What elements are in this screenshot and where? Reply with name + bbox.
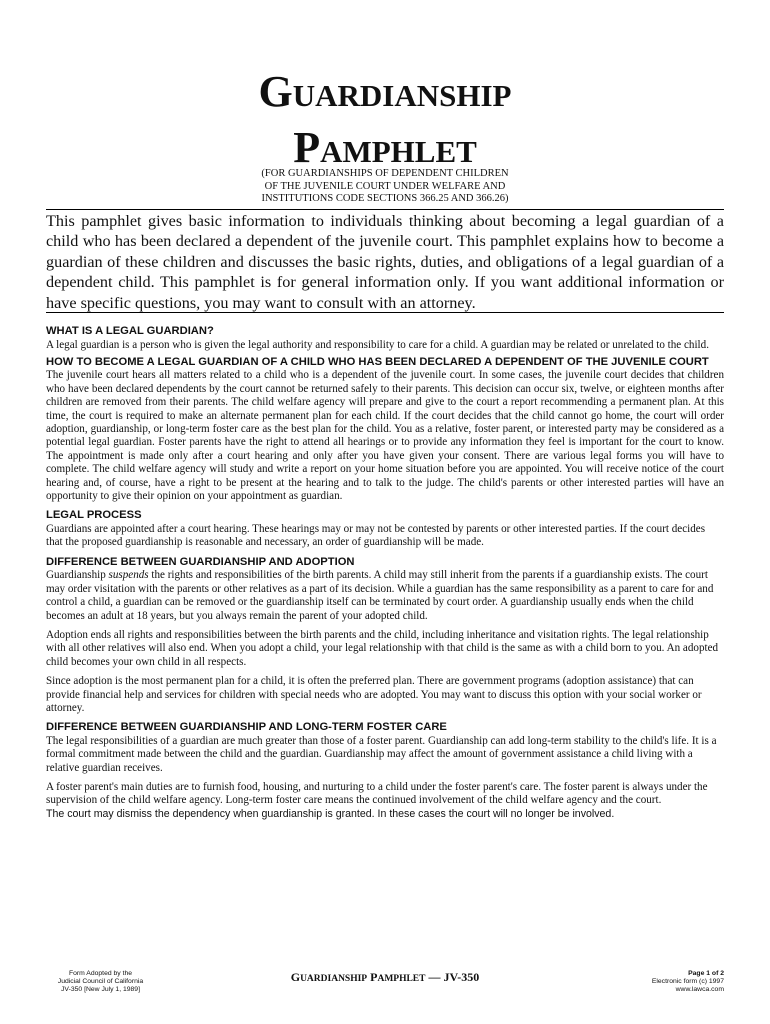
section-guardianship-vs-foster-care	[46, 721, 724, 821]
title-line-1: GUARDIANSHIP	[258, 67, 512, 116]
footer-adoption-info: Form Adopted by the Judicial Council of California JV-350 [New July 1, 1989]	[57, 970, 144, 993]
intro-paragraph: This pamphlet gives basic information to individuals thinking about becoming a legal guardian of a child who has been declared a dependent of the juvenile court. This pamphlet explains how to become a guardian of these children and discusses the basic rights, duties, and obligations of a legal guardian of a dependent child. This pamphlet is for general information only. If you want additional information or have specific questions, you may want to consult with an attorney.	[46, 212, 724, 312]
document-page	[46, 0, 724, 1024]
section-text: Since adoption is the most permanent plan for a child, it is often the preferred plan. There are government programs (adoption assistance) that can provide financial help and services for children with special needs who are adopted. You may want to discuss this option with your social worker or attorney.	[46, 675, 702, 714]
document-subtitle: (FOR GUARDIANSHIPS OF DEPENDENT CHILDREN OF THE JUVENILE COURT UNDER WELFARE AND INSTITUTIONS CODE SECTIONS 366.25 AND 366.26)	[261, 168, 509, 204]
section-legal-guardian	[46, 325, 724, 352]
document-body	[46, 325, 724, 821]
section-how-to-become	[46, 356, 724, 504]
intro-bottom-rule	[46, 312, 724, 313]
footer-form-title: GUARDIANSHIP PAMPHLET — JV-350	[290, 970, 480, 984]
section-text: The court may dismiss the dependency when guardianship is granted. In these cases the court will no longer be involved.	[46, 807, 615, 820]
section-heading: HOW TO BECOME A LEGAL GUARDIAN OF A CHILD WHO HAS BEEN DECLARED A DEPENDENT OF THE JUVENILE COURT	[46, 355, 709, 368]
section-text: The legal responsibilities of a guardian are much greater than those of a foster parent. Guardianship can add long-term stability to the child's life. It is a formal commitment made between the child and the guardian. Guardianship may affect the amount of government assistance a child living with a relative guardian receives.	[46, 734, 717, 774]
section-text: A foster parent's main duties are to furnish food, housing, and nurturing to a child under the foster parent's care. The foster parent is always under the supervision of the child welfare agency. Long-term foster care means the continued involvement of the child welfare agency and the court.	[46, 781, 708, 807]
section-text: Guardianship suspends the rights and responsibilities of the birth parents. A child may still inherit from the parents if a guardianship exists. The court may order visitation with the parents or other relatives as a part of its decision. While a guardian has the same responsibility as a parent to care for and control a child, a guardian can be removed or the guardianship itself can be terminated by court order. A guardianship usually ends when the child becomes an adult at 18 years, but you always remain the parent of your adopted child.	[46, 569, 714, 622]
section-guardianship-vs-adoption	[46, 556, 724, 716]
section-heading: DIFFERENCE BETWEEN GUARDIANSHIP AND ADOPTION	[46, 555, 355, 568]
section-heading: DIFFERENCE BETWEEN GUARDIANSHIP AND LONG-TERM FOSTER CARE	[46, 721, 447, 734]
footer-page-info: Page 1 of 2 Electronic form (c) 1997 www.lawca.com	[651, 970, 724, 993]
section-heading: WHAT IS A LEGAL GUARDIAN?	[46, 325, 214, 337]
section-text: Adoption ends all rights and responsibilities between the birth parents and the child, including inheritance and visitation rights. The legal relationship with all other relatives will also end. When you adopt a child, your legal relationship with that child is the same as with a child born to you. An adopted child becomes your own child in all respects.	[46, 628, 719, 668]
intro-top-rule	[46, 209, 724, 210]
section-text: The juvenile court hears all matters related to a child who is a dependent of the juvenile court. In some cases, the juvenile court decides that children who have been declared dependents by the court cannot be returned safely to their parents. This decision can occur six, twelve, or eighteen months after children are removed from their parents. The child welfare agency will prepare and give to the court a report recommending a permanent plan. At this time, the court is required to make an alternate permanent plan for each child. If the court decides that the child cannot go home, the court will order adoption, guardianship, or long-term foster care as the best plan for the child. You as a relative, foster parent, or interested party may be considered as a potential legal guardian. Foster parents have the right to attend all hearings or to provide any information they feel is important for the court to know. The appointment is made only after a court hearing and only after you have given your consent. There are various legal forms you will have to complete. The child welfare agency will study and write a report on your home situation before you are appointed. You will receive notice of the court hearing and, of course, have a right to be present at the hearing and to talk to the judge. The child's parents or other interested parties will have an opportunity to give their opinion on your appointment as guardian.	[46, 369, 724, 503]
section-legal-process	[46, 509, 724, 549]
section-text: Guardians are appointed after a court hearing. These hearings may or may not be contested by parents or other interested parties. If the court decides that the proposed guardianship is reasonable and necessary, an order of guardianship will be made.	[46, 522, 706, 549]
document-title	[46, 66, 724, 178]
page-number: Page 1 of 2	[688, 970, 724, 977]
section-text: A legal guardian is a person who is given the legal authority and responsibility to care for a child. A guardian may be related or unrelated to the child.	[46, 338, 709, 351]
section-heading: LEGAL PROCESS	[46, 509, 142, 522]
page-footer	[46, 970, 724, 1000]
title-line-2: PAMPHLET	[293, 123, 477, 172]
